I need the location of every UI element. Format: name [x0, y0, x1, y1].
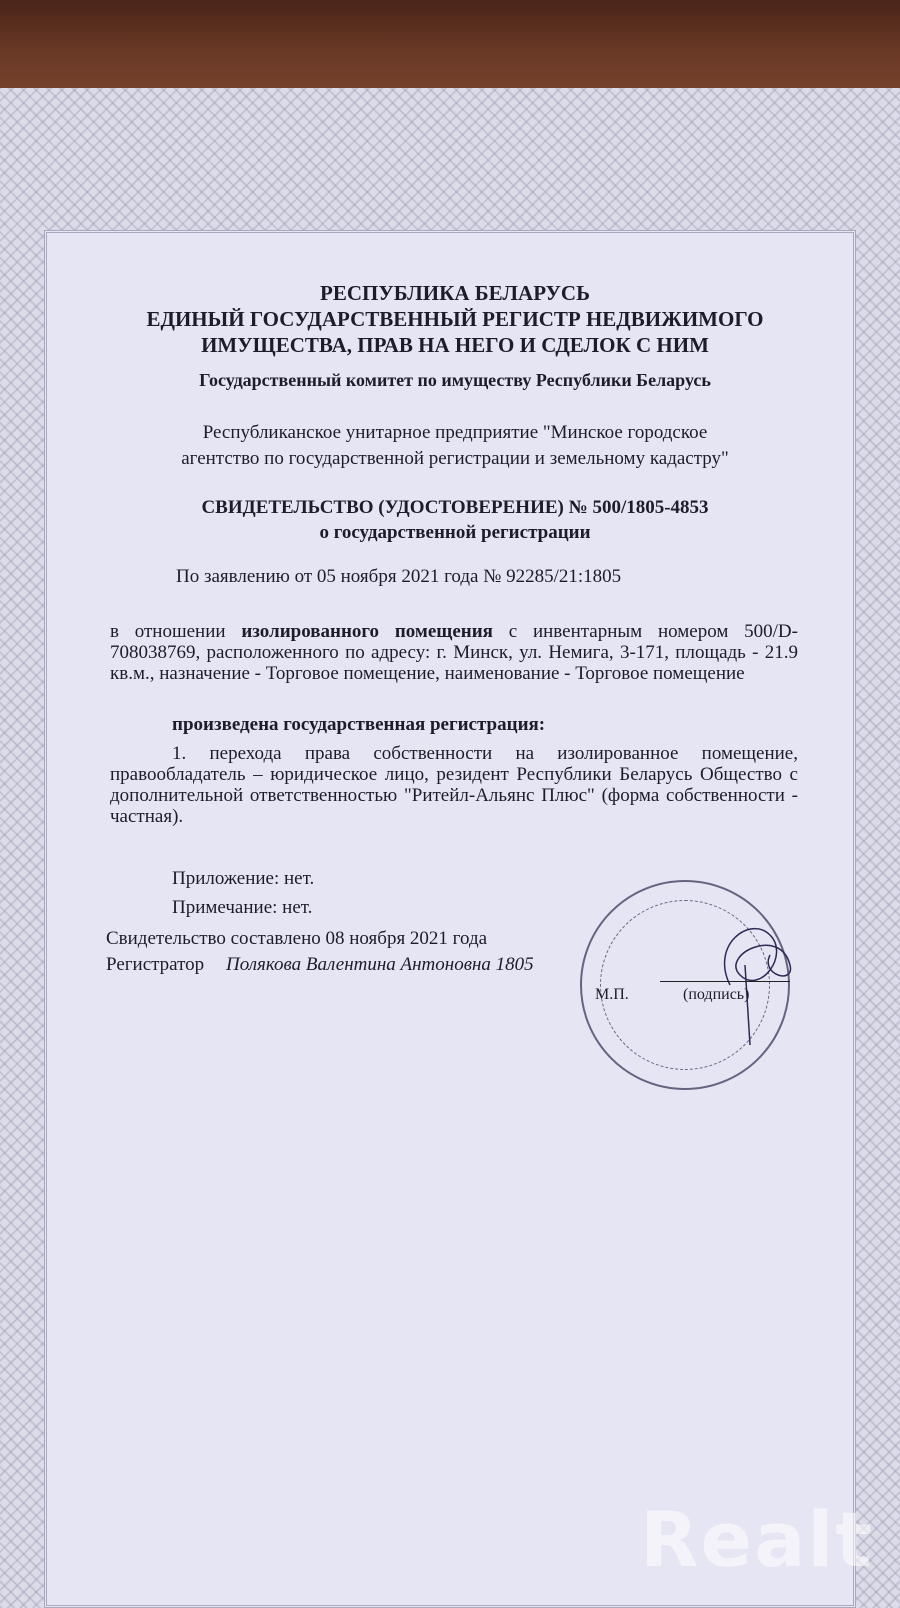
registration-heading: произведена государственная регистрация: — [172, 714, 546, 735]
text: с инвентарным номером 500/D-708038769, расположенного по адресу: г. Минск, ул. Немига, 3-171, площадь - 21.9 кв.м., назначение - Торговое помещение, наименование - Торговое помещение — [110, 621, 798, 684]
header-register-line2: ИМУЩЕСТВА, ПРАВ НА НЕГО И СДЕЛОК С НИМ — [201, 333, 709, 357]
signature-label: (подпись) — [683, 986, 750, 1003]
certificate-subtitle: о государственной регистрации — [319, 522, 591, 543]
property-type: изолированного помещения — [241, 621, 493, 642]
committee-name: Государственный комитет по имуществу Республики Беларусь — [199, 370, 711, 390]
header-republic: РЕСПУБЛИКА БЕЛАРУСЬ — [320, 281, 590, 305]
application-reference: По заявлению от 05 ноября 2021 года № 92285/21:1805 — [176, 566, 622, 587]
registrar-name: Полякова Валентина Антоновна 1805 — [226, 954, 534, 975]
header-register-line1: ЕДИНЫЙ ГОСУДАРСТВЕННЫЙ РЕГИСТР НЕДВИЖИМОГО — [146, 307, 764, 331]
note: Примечание: нет. — [172, 897, 313, 918]
seal-label: М.П. — [595, 986, 629, 1003]
signature-line — [660, 981, 790, 982]
signature — [700, 905, 800, 1055]
text: в отношении — [110, 621, 242, 642]
registrar-label: Регистратор — [106, 954, 205, 975]
registration-item-1: 1. перехода права собственности на изолированное помещение, правообладатель – юридическое лицо, резидент Республики Беларусь Общество с дополнительной ответственностью "Ритейл-Альянс Плюс" (форма собственности - частная). — [110, 743, 798, 827]
certificate-title: СВИДЕТЕЛЬСТВО (УДОСТОВЕРЕНИЕ) № 500/1805-4853 — [201, 497, 709, 518]
property-description — [110, 621, 798, 684]
attachment: Приложение: нет. — [172, 868, 315, 889]
issued-date: Свидетельство составлено 08 ноября 2021 года — [106, 928, 488, 949]
enterprise-line1: Республиканское унитарное предприятие "Минское городское — [202, 422, 708, 443]
watermark-logo: Realt — [640, 1495, 874, 1584]
enterprise-line2: агентство по государственной регистрации и земельному кадастру" — [181, 448, 729, 469]
